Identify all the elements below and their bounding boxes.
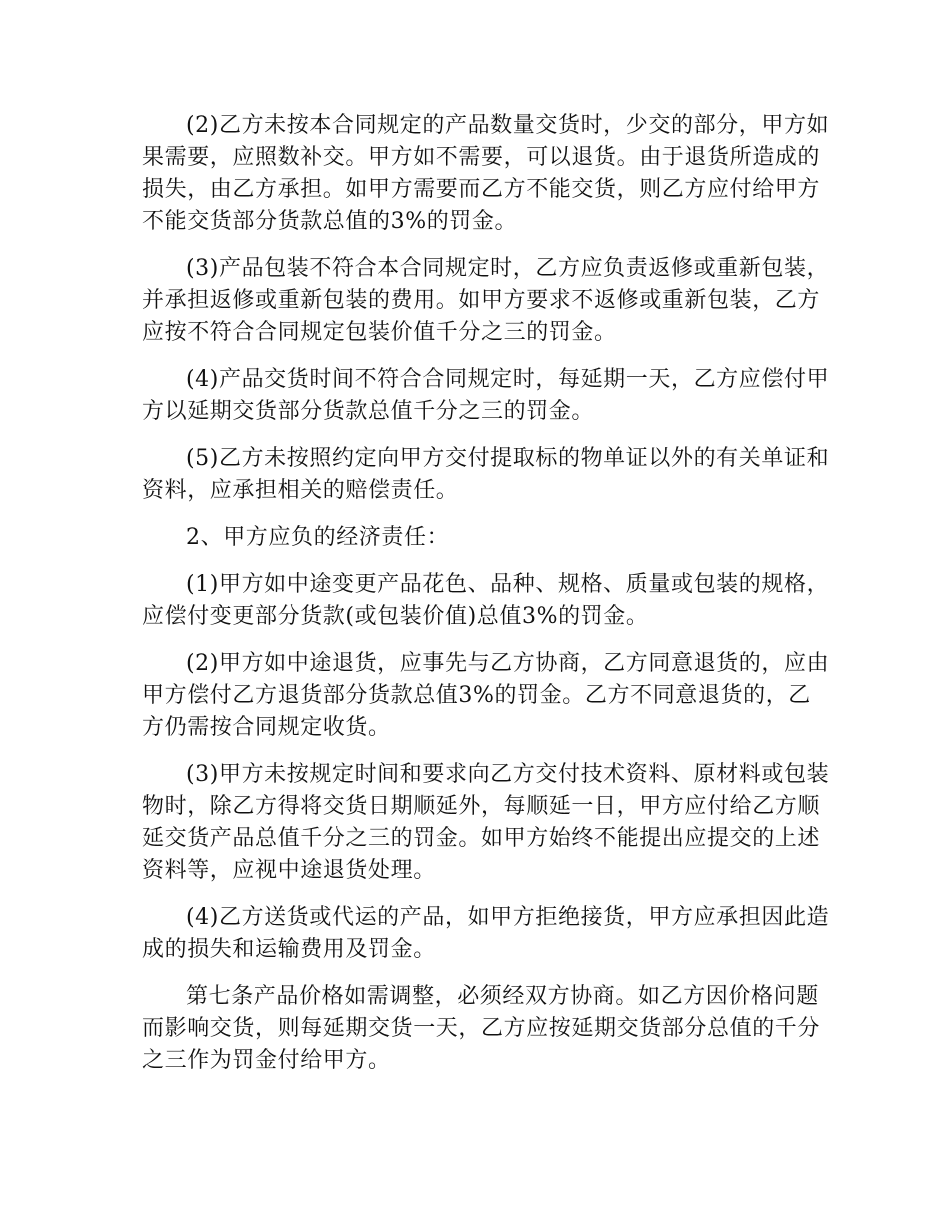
paragraph-yi-packaging: (3)产品包装不符合本合同规定时，乙方应负责返修或重新包装，并承担返修或重新包装的费用。如甲方要求不返修或重新包装，乙方应按不符合合同规定包装价值千分之三的罚金。 (142, 256, 830, 345)
paragraph-jia-change-specs: (1)甲方如中途变更产品花色、品种、规格、质量或包装的规格，应偿付变更部分货款(或包装价值)总值3%的罚金。 (142, 572, 830, 629)
paragraph-yi-quantity-shortfall: (2)乙方未按本合同规定的产品数量交货时，少交的部分，甲方如果需要，应照数补交。甲方如不需要，可以退货。由于退货所造成的损失，由乙方承担。如甲方需要而乙方不能交货，则乙方应付给甲方不能交货部分货款总值的3%的罚金。 (142, 113, 830, 234)
paragraph-yi-documents: (5)乙方未按照约定向甲方交付提取标的物单证以外的有关单证和资料，应承担相关的赔偿责任。 (142, 446, 830, 503)
paragraph-yi-delivery-delay: (4)产品交货时间不符合合同规定时，每延期一天，乙方应偿付甲方以延期交货部分货款总值千分之三的罚金。 (142, 367, 830, 424)
document-body (142, 110, 832, 1092)
paragraph-jia-technical-materials: (3)甲方未按规定时间和要求向乙方交付技术资料、原材料或包装物时，除乙方得将交货日期顺延外，每顺延一日，甲方应付给乙方顺延交货产品总值千分之三的罚金。如甲方始终不能提出应提交的上述资料等，应视中途退货处理。 (142, 762, 830, 883)
paragraph-jia-refuse-delivery: (4)乙方送货或代运的产品，如甲方拒绝接货，甲方应承担因此造成的损失和运输费用及罚金。 (142, 905, 830, 962)
paragraph-article-seven-price: 第七条产品价格如需调整，必须经双方协商。如乙方因价格问题而影响交货，则每延期交货一天，乙方应按延期交货部分总值的千分之三作为罚金付给甲方。 (142, 984, 821, 1073)
paragraph-jia-return-goods: (2)甲方如中途退货，应事先与乙方协商，乙方同意退货的，应由甲方偿付乙方退货部分货款总值3%的罚金。乙方不同意退货的，乙方仍需按合同规定收货。 (142, 651, 830, 740)
section-heading-jia-liability: 2、甲方应负的经济责任： (186, 525, 450, 550)
